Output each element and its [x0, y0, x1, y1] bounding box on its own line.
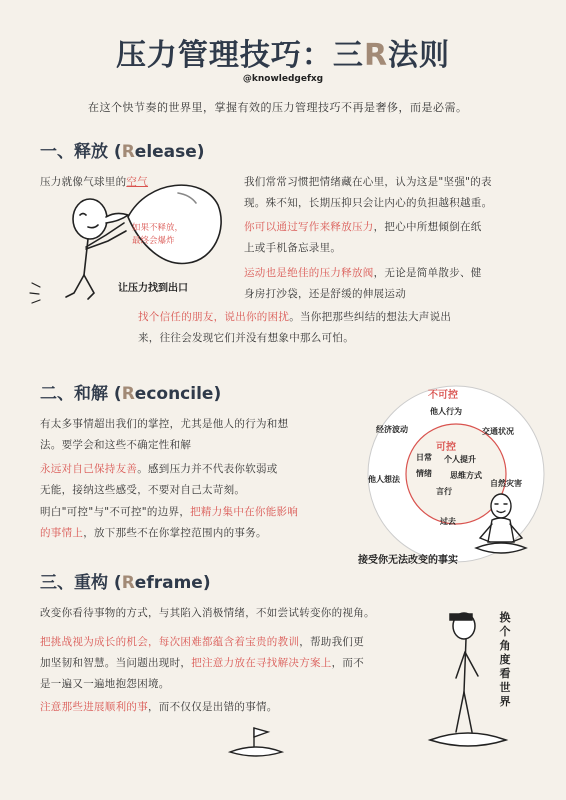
outer-item: 交通状况	[482, 427, 514, 436]
intro-text: 在这个快节奏的世界里，掌握有效的压力管理技巧不再是奢侈，而是必需。	[88, 101, 468, 114]
author-handle: @knowledgefxg	[242, 74, 324, 84]
release-p1-line2: 现。殊不知，长期压抑只会让内心的负担越积越重。	[244, 197, 493, 209]
section-release-heading	[40, 137, 205, 162]
reframe-p2-line3: 是一遍又一遍地抱怨困境。	[40, 678, 170, 690]
side-vertical-text	[498, 611, 512, 709]
heading-r: R	[121, 142, 135, 162]
heading-suffix: econcile)	[134, 384, 222, 404]
release-paragraph-2	[244, 217, 544, 259]
inner-item: 个人提升	[444, 455, 476, 464]
balloon-word: 空气	[126, 176, 149, 188]
heading-prefix: 一、释放 (	[40, 142, 122, 162]
heading-r: R	[121, 573, 135, 593]
section-reconcile-heading	[40, 379, 221, 404]
side-char: 看	[499, 667, 511, 680]
reconcile-p3-highlight2: 的事情上	[40, 527, 84, 539]
release-p1-line1: 我们常常习惯把情绪藏在心里，认为这是"坚强"的表	[244, 176, 492, 188]
meditating-figure	[468, 492, 534, 562]
reconcile-p1-line2: 法。要学会和这些不确定性和解	[40, 439, 192, 451]
reframe-paragraph-2	[40, 632, 460, 695]
outer-item: 他人行为	[430, 407, 462, 416]
heading-suffix: eframe)	[134, 573, 211, 593]
reframe-p2-highlight: 把挑战视为成长的机会，每次困难都蕴含着宝贵的教训	[40, 636, 300, 648]
reframe-p2-highlight2: 把注意力放在寻找解决方案上	[191, 657, 332, 669]
inner-item: 日常	[416, 453, 432, 462]
reframe-paragraph-1: 改变你看待事物的方式，与其陷入消极情绪，不如尝试转变你的视角。	[40, 607, 375, 619]
reconcile-paragraph-3	[40, 502, 360, 544]
page-title	[0, 30, 566, 74]
release-p4-rest: 。当你把那些纠结的想法大声说出	[289, 311, 452, 323]
balloon-warning-line2: 最终会爆炸	[132, 236, 175, 246]
release-paragraph-3	[244, 263, 544, 305]
reconcile-p2-highlight: 永远对自己保持友善	[40, 463, 138, 475]
heading-prefix: 三、重构 (	[40, 573, 122, 593]
balloon-warning-line1: 如果不释放，	[132, 223, 184, 233]
side-char: 角	[499, 639, 511, 652]
section-reframe-heading	[40, 568, 211, 593]
heading-prefix: 二、和解 (	[40, 384, 122, 404]
side-char: 个	[499, 625, 511, 638]
release-p3-line2: 身房打沙袋，还是舒缓的伸展运动	[244, 288, 406, 300]
reconcile-paragraph-2	[40, 459, 360, 501]
inner-item: 思维方式	[450, 471, 482, 480]
reconcile-p2-rest: 。感到压力并不代表你软弱或	[137, 463, 278, 475]
release-paragraph-4	[138, 307, 548, 349]
release-p2-rest: ，把心中所想倾倒在纸	[373, 221, 482, 233]
reframe-p2-line2: 加坚韧和智慧。当问题出现时，	[40, 657, 192, 669]
inner-item: 情绪	[416, 469, 432, 478]
side-char: 换	[499, 611, 511, 624]
heading-suffix: elease)	[134, 142, 205, 162]
balloon-lead-text: 压力就像气球里的	[40, 176, 127, 188]
outer-title: 不可控	[428, 390, 458, 401]
outer-item: 他人想法	[368, 475, 400, 484]
standing-figure	[420, 600, 510, 760]
title-suffix: 法则	[388, 38, 451, 73]
reframe-p3-highlight: 注意那些进展顺利的事	[40, 701, 148, 713]
reconcile-paragraph-1	[40, 414, 360, 456]
reconcile-p3-lead: 明白"可控"与"不可控"的边界，	[40, 506, 191, 518]
side-char: 度	[499, 653, 511, 666]
balloon-warning	[132, 222, 183, 248]
side-char: 世	[499, 681, 511, 694]
release-p4-highlight: 找个信任的朋友，说出你的困扰	[138, 311, 290, 323]
inner-title: 可控	[436, 442, 456, 453]
title-prefix: 压力管理技巧：三	[115, 38, 364, 73]
release-p3-rest: ，无论是简单散步、健	[373, 267, 482, 279]
reframe-p3-rest: ，而不仅仅是出错的事情。	[148, 701, 278, 713]
side-char: 界	[499, 695, 511, 708]
inner-item: 言行	[436, 487, 452, 496]
flag-island	[226, 722, 286, 762]
heading-r: R	[121, 384, 135, 404]
reframe-p2-rest2: ，而不	[331, 657, 365, 669]
reconcile-p1-line1: 有太多事情超出我们的掌控，尤其是他人的行为和想	[40, 418, 289, 430]
outer-item: 经济波动	[376, 425, 408, 434]
reconcile-caption: 接受你无法改变的事实	[358, 555, 458, 566]
reframe-p2-rest: ，帮助我们更	[299, 636, 365, 648]
outer-item: 过去	[440, 517, 456, 526]
release-caption: 让压力找到出口	[118, 283, 188, 294]
reconcile-p3-highlight: 把精力集中在你能影响	[190, 506, 299, 518]
title-r: R	[363, 38, 389, 73]
reconcile-p3-rest: ，放下那些不在你掌控范围内的事务。	[83, 527, 267, 539]
release-p2-highlight: 你可以通过写作来释放压力	[244, 221, 374, 233]
release-p4-line2: 来，往往会发现它们并没有想象中那么可怕。	[138, 332, 354, 344]
reframe-paragraph-3	[40, 697, 460, 718]
release-p2-line2: 上或手机备忘录里。	[244, 242, 342, 254]
release-paragraph-1	[244, 172, 544, 214]
reconcile-p2-line2: 无能，接纳这些感受，不要对自己太苛刻。	[40, 484, 246, 496]
release-p3-highlight: 运动也是绝佳的压力释放阀	[244, 267, 374, 279]
outer-item: 自然灾害	[490, 479, 522, 488]
